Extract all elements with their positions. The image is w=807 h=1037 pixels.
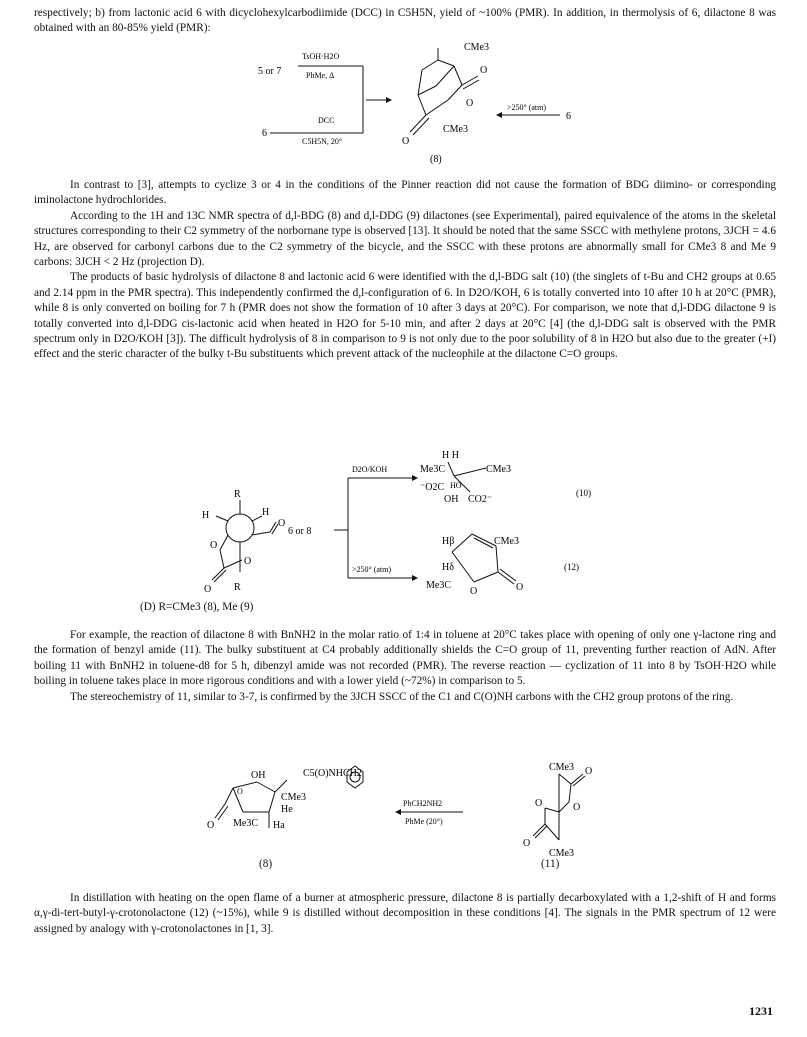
svg-text:Me3C: Me3C xyxy=(426,580,451,591)
scheme-hydrolysis xyxy=(190,440,610,618)
paragraph-2: In contrast to [3], attempts to cyclize 3 or 4 in the conditions of the Pinner reaction did not cause the formation of BDG diimino- or corresponding iminolactone hydrochlorides. xyxy=(34,179,776,207)
svg-text:O: O xyxy=(278,518,286,529)
scheme2-reagent-bottom: >250° (atm) xyxy=(352,565,392,574)
svg-text:O: O xyxy=(244,556,252,567)
scheme1-reagent-bottom: DCC xyxy=(318,116,335,125)
scheme1-reagent-top: TsOH·H2O xyxy=(302,52,340,61)
scheme3-cme3-top: CMe3 xyxy=(549,762,574,773)
projection-H-left: H xyxy=(202,510,210,521)
amide-oh: OH xyxy=(251,770,266,781)
scheme1-condition-bottom: C5H5N, 20° xyxy=(302,137,343,146)
scheme1-substituent-top: CMe3 xyxy=(464,42,489,53)
paragraph-3: According to the 1H and 13C NMR spectra of d,l-BDG (8) and d,l-DDG (9) dilactones (see Experimental), paired equivalence of the atoms in the skeletal structures corresponding to their C2 symmetry of the norbornane type is observed [13]. It should be noted that the same SSCC with methylene protons, 3JCH = 4.6 Hz, are observed for carbonyl carbons due to the C2 symmetry of the bicycle, and the SSCC with these protons are abnormally small for CMe3 8 and Me 9 carbons: 3JCH < 2 Hz (projection D). xyxy=(34,209,776,269)
svg-text:O: O xyxy=(535,798,543,809)
paragraph-6: The stereochemistry of 11, similar to 3-7, is confirmed by the 3JCH SSCC of the C1 and C(O)NH carbons with the CH2 group protons of the ring. xyxy=(70,690,734,703)
scheme1-thermal: >250° (atm) xyxy=(507,103,547,112)
svg-text:⁻O2C: ⁻O2C xyxy=(420,482,445,493)
svg-text:O: O xyxy=(573,802,581,813)
projection-R-top: R xyxy=(234,489,241,500)
paragraph-4: The products of basic hydrolysis of dilactone 8 and lactonic acid 6 were identified with the d,l-BDG salt (10) (the singlets of t-Bu and CH2 groups at 0.65 and 2.14 ppm in the PMR spectra). This independently confirmed the d,l-configuration of 6. In D2O/KOH, 6 is totally converted into 10 after 10 h at 20°C (PMR), while 8 is only converted on boiling for 7 h (PMR does not show the formation of 10 after 3 days at 20°C). For comparison, we note that d,l-DDG dilactone 9 is totally converted into d,l-DDG cis-lactonic acid when heated in H2O for 5-10 min, and after 2 days at 20°C [4] (the d,l-DDG salt is observed with the PMR spectrum only in D2O/KOH [3]). The difficult hydrolysis of 8 in comparison to 9 is not only due to the poor solubility of 8 in H2O but also due to the greater (+I) effect and the steric character of the bulky t-Bu substituents which prevent attack of the nucleophile at the dilactone C=O groups. xyxy=(34,271,776,361)
scheme1-start-bottom: 6 xyxy=(262,128,267,139)
scheme1-substituent-bottom: CMe3 xyxy=(443,124,468,135)
svg-text:O: O xyxy=(210,540,218,551)
svg-text:O: O xyxy=(466,98,474,109)
scheme3-label-right: (11) xyxy=(541,858,560,870)
amide-ha: Ha xyxy=(273,820,285,831)
svg-text:Hδ: Hδ xyxy=(442,562,454,573)
paragraph-block-4 xyxy=(34,891,776,937)
paragraph-block-3 xyxy=(34,628,776,705)
paragraph-7: In distillation with heating on the open flame of a burner at atmospheric pressure, dilactone 8 is partially decarboxylated with a 1,2-shift of H and forms α,γ-di-tert-butyl-γ-crotonolactone (12) (~15%), while 9 is distilled without decomposition in these conditions [4]. The signals in the PMR spectrum of 12 were assigned by analogy with γ-crotonolactones in [1, 3]. xyxy=(34,892,776,935)
scheme2-reagent-top: D2O/KOH xyxy=(352,465,388,474)
dilactone-8-structure xyxy=(410,48,479,135)
svg-text:HO: HO xyxy=(450,481,462,490)
scheme3-reagent-bottom: PhMe (20°) xyxy=(405,817,443,826)
page-number: 1231 xyxy=(749,1004,773,1018)
svg-text:Hβ: Hβ xyxy=(442,536,455,547)
scheme2-from: 6 or 8 xyxy=(288,526,312,537)
svg-text:CO2⁻: CO2⁻ xyxy=(468,494,493,505)
svg-text:O: O xyxy=(480,65,488,76)
scheme1-start: 5 or 7 xyxy=(258,66,282,77)
amide-he: He xyxy=(281,804,293,815)
svg-text:H H: H H xyxy=(442,450,459,461)
scheme1-condition-top: PhMe, Δ xyxy=(306,71,335,80)
svg-text:CMe3: CMe3 xyxy=(494,536,519,547)
scheme2-label-10: (10) xyxy=(576,488,591,498)
scheme1-compound-label: (8) xyxy=(430,154,442,165)
amide-cme3: CMe3 xyxy=(281,792,306,803)
svg-text:O: O xyxy=(237,787,243,796)
svg-text:O: O xyxy=(523,838,531,849)
scheme2-label-12: (12) xyxy=(564,562,579,572)
svg-text:O: O xyxy=(402,136,410,147)
svg-text:CMe3: CMe3 xyxy=(486,464,511,475)
paragraph-1: respectively; b) from lactonic acid 6 with dicyclohexylcarbodiimide (DCC) in C5H5N, yield of ~100% (PMR). In addition, in thermolysis of 6, dilactone 8 was obtained with an 80-85% yield (PMR): xyxy=(34,7,776,35)
svg-text:Me3C: Me3C xyxy=(420,464,445,475)
scheme3-label-left: (8) xyxy=(259,858,273,870)
svg-text:OH: OH xyxy=(444,494,459,505)
svg-text:O: O xyxy=(585,766,593,777)
paragraph-block-2 xyxy=(34,178,776,363)
scheme2-caption: (D) R=CMe3 (8), Me (9) xyxy=(140,601,254,613)
projection-R-bottom: R xyxy=(234,582,241,593)
scheme-amide-formation xyxy=(195,752,615,872)
svg-text:O: O xyxy=(207,820,215,831)
amide-group: C5(O)NHCH2 xyxy=(303,768,362,779)
svg-text:O: O xyxy=(470,586,478,597)
svg-text:O: O xyxy=(516,582,524,593)
scheme1-thermal-source: 6 xyxy=(566,111,571,122)
scheme3-reagent-top: PhCH2NH2 xyxy=(403,799,443,808)
salt-10-structure xyxy=(420,450,511,505)
scheme3-cme3-bottom: CMe3 xyxy=(549,848,574,859)
paragraph-5: For example, the reaction of dilactone 8 with BnNH2 in the molar ratio of 1:4 in toluene at 20°C takes place with opening of only one γ-lactone ring and the formation of benzyl amide (11). The bulky substituent at C4 probably additionally shields the C=O group of 11, preventing further reaction of AdN. After boiling 11 with BnNH2 in toluene-d8 for 5 h, dibenzyl amide was not recorded (PMR). The reverse reaction — cyclization of 11 into 8 by TsOH·H2O while boiling in toluene takes place in more rigorous conditions and with a lower yield (~72%) in comparison to 5. xyxy=(34,629,776,688)
scheme-dilactone-formation xyxy=(240,40,620,168)
amide-me3c: Me3C xyxy=(233,818,258,829)
projection-H-right: H xyxy=(262,507,270,518)
svg-text:O: O xyxy=(204,584,212,595)
